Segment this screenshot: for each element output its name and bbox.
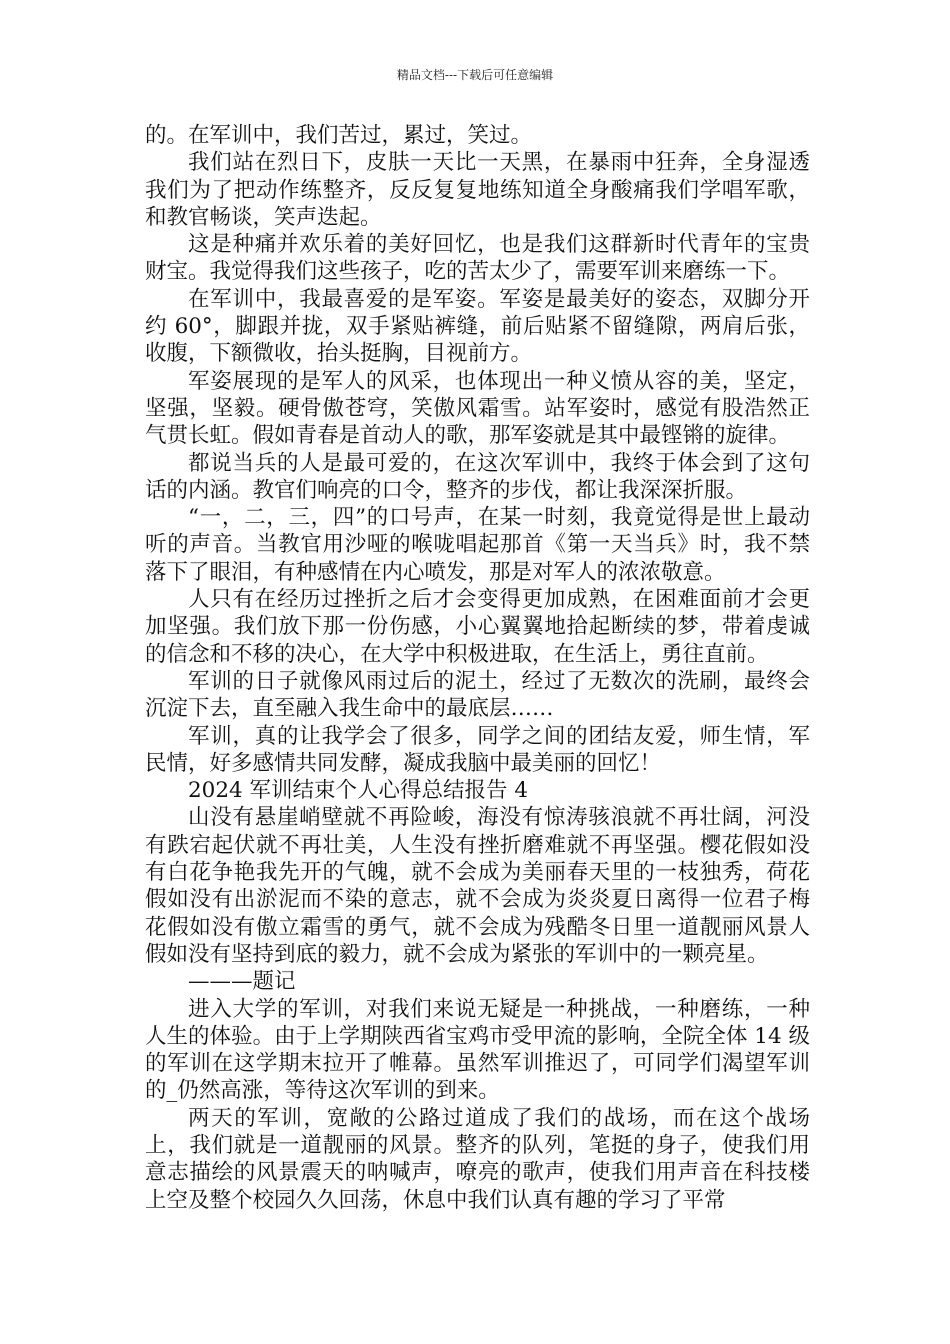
- section-heading: 2024 军训结束个人心得总结报告 4: [188, 778, 529, 804]
- paragraph: 进入大学的军训，对我们来说无疑是一种挑战，一种磨练，一种人生的体验。由于上学期陕西省宝鸡市受甲流的影响，全院全体 14 级的军训在这学期末拉开了帷幕。虽然军训推迟了，可同学们渴望军训的_仍然高涨，等待这次军训的到来。: [145, 996, 810, 1104]
- paragraph: 我们站在烈日下，皮肤一天比一天黑，在暴雨中狂奔，全身湿透我们为了把动作练整齐，反反复复地练知道全身酸痛我们学唱军歌，和教官畅谈，笑声迭起。: [145, 150, 810, 230]
- paragraph: 在军训中，我最喜爱的是军姿。军姿是最美好的姿态，双脚分开约 60°，脚跟并拢，双手紧贴裤缝，前后贴紧不留缝隙，两肩后张，收腹，下额微收，抬头挺胸，目视前方。: [145, 286, 810, 367]
- paragraph: 的。在军训中，我们苦过，累过，笑过。: [145, 123, 533, 148]
- paragraph: “一，二，三，四”的口号声，在某一时刻，我竟觉得是世上最动听的声音。当教官用沙哑的喉咙唱起那首《第一天当兵》时，我不禁落下了眼泪，有种感情在内心喷发，那是对军人的浓浓敬意。: [145, 505, 810, 585]
- document-body: [145, 122, 810, 1214]
- paragraph: 都说当兵的人是最可爱的，在这次军训中，我终于体会到了这句话的内涵。教官们响亮的口令，整齐的步伐，都让我深深折服。: [145, 450, 810, 503]
- paragraph: 军姿展现的是军人的风采，也体现出一种义愤从容的美，坚定，坚强，坚毅。硬骨傲苍穹，笑傲风霜雪。站军姿时，感觉有股浩然正气贯长虹。假如青春是首动人的歌，那军姿就是其中最铿锵的旋律。: [145, 368, 810, 449]
- page-header: 精品文档---下载后可任意编辑: [396, 68, 554, 82]
- paragraph: 山没有悬崖峭壁就不再险峻，海没有惊涛骇浪就不再壮阔，河没有跌宕起伏就不再壮美，人生没有挫折磨难就不再坚强。樱花假如没有白花争艳我先开的气魄，就不会成为美丽春天里的一枝独秀，荷花假如没有出淤泥而不染的意志，就不会成为炎炎夏日离得一位君子梅花假如没有傲立霜雪的勇气，就不会成为残酷冬日里一道靓丽风景人假如没有坚持到底的毅力，就不会成为紧张的军训中的一颗亮星。: [145, 805, 810, 967]
- epigraph-attribution: ———题记: [188, 969, 296, 995]
- paragraph: 军训的日子就像风雨过后的泥土，经过了无数次的洗刷，最终会沉淀下去，直至融入我生命中的最底层……: [145, 668, 810, 722]
- paragraph: 两天的军训，宽敞的公路过道成了我们的战场，而在这个战场上，我们就是一道靓丽的风景。整齐的队列，笔挺的身子，使我们用意志描绘的风景震天的呐喊声，嘹亮的歌声，使我们用声音在科技楼上空及整个校园久久回荡，休息中我们认真有趣的学习了平常: [145, 1105, 810, 1213]
- paragraph: 这是种痛并欢乐着的美好回忆，也是我们这群新时代青年的宝贵财宝。我觉得我们这些孩子，吃的苦太少了，需要军训来磨练一下。: [145, 232, 810, 285]
- paragraph: 人只有在经历过挫折之后才会变得更加成熟，在困难面前才会更加坚强。我们放下那一份伤感，小心翼翼地拾起断续的梦，带着虔诚的信念和不移的决心，在大学中积极进取，在生活上，勇往直前。: [145, 587, 810, 667]
- paragraph: 军训，真的让我学会了很多，同学之间的团结友爱，师生情，军民情，好多感情共同发酵，凝成我脑中最美丽的回忆！: [145, 723, 810, 776]
